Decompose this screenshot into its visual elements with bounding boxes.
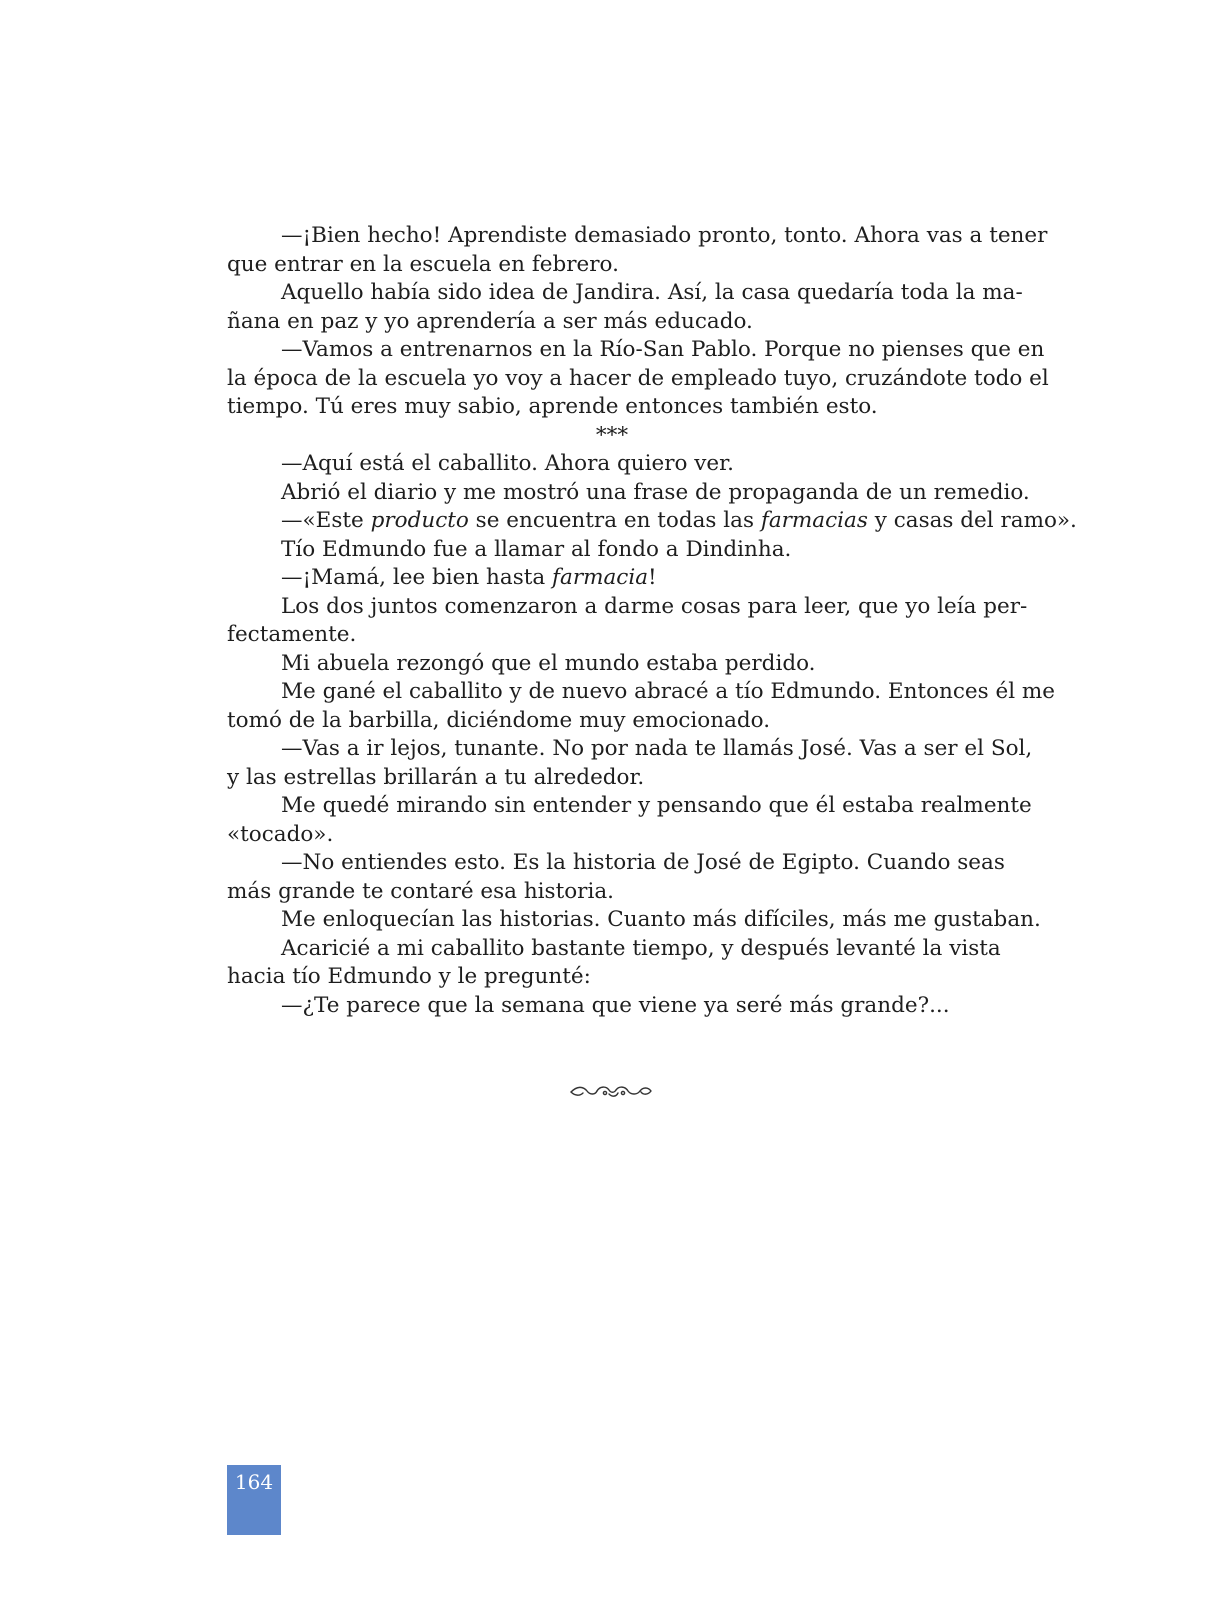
text-segment: —¿Te parece que la semana que viene ya seré más grande?... — [281, 992, 950, 1018]
text-segment: Mi abuela rezongó que el mundo estaba perdido. — [281, 650, 816, 676]
text-segment: Me gané el caballito y de nuevo abracé a tío Edmundo. Entonces él me — [281, 679, 1056, 704]
text-segment: que entrar en la escuela en febrero. — [227, 251, 619, 277]
text-segment: Tío Edmundo fue a llamar al fondo a Dindinha. — [281, 536, 792, 562]
text-block — [227, 222, 1077, 1020]
text-segment: fectamente. — [227, 622, 357, 647]
text-line — [227, 450, 997, 479]
text-line — [227, 536, 997, 565]
text-segment: —Vas a ir lejos, tunante. No por nada te llamás José. Vas a ser el Sol, — [281, 736, 1033, 761]
text-line — [227, 935, 1001, 964]
page-number: 164 — [234, 1470, 274, 1494]
text-line — [227, 707, 997, 736]
text-segment: la época de la escuela yo voy a hacer de empleado tuyo, cruzándote todo el — [227, 365, 1049, 391]
text-line — [227, 821, 997, 850]
text-line — [227, 593, 1028, 622]
text-segment: se encuentra en todas las — [468, 508, 761, 533]
text-line — [227, 308, 997, 337]
text-line — [227, 479, 1030, 508]
text-segment: ñana en paz y yo aprendería a ser más educado. — [227, 308, 753, 334]
text-line — [227, 621, 997, 650]
text-segment: y las estrellas brillarán a tu alrededor. — [227, 764, 645, 790]
text-line — [227, 878, 997, 907]
text-line — [227, 992, 997, 1021]
text-line — [227, 735, 1033, 764]
text-segment: —Vamos a entrenarnos en la Río-San Pablo. Porque no pienses que en — [281, 337, 1045, 362]
text-line — [227, 222, 1048, 251]
text-segment: —No entiendes esto. Es la historia de José de Egipto. Cuando seas — [281, 850, 1005, 875]
text-segment: y casas del ramo». — [867, 508, 1077, 533]
text-line — [227, 279, 1023, 308]
text-segment: —«Este — [281, 508, 371, 533]
text-segment: Los dos juntos comenzaron a darme cosas para leer, que yo leía per- — [281, 593, 1028, 619]
italic-text: farmacia — [552, 565, 649, 590]
section-separator — [227, 422, 997, 451]
text-line — [227, 849, 1005, 878]
italic-text: farmacias — [760, 508, 868, 533]
text-line — [227, 507, 1077, 536]
text-segment: —Aquí está el caballito. Ahora quiero ver. — [281, 451, 734, 476]
text-line — [227, 564, 997, 593]
text-line — [227, 678, 1056, 707]
text-line — [227, 393, 997, 422]
text-segment: tomó de la barbilla, diciéndome muy emocionado. — [227, 707, 771, 733]
text-line — [227, 365, 1049, 394]
text-segment: Abrió el diario y me mostró una frase de propaganda de un remedio. — [281, 479, 1030, 505]
italic-text: producto — [370, 508, 469, 533]
page-number-box — [227, 1465, 281, 1535]
text-line — [227, 251, 997, 280]
text-segment: «tocado». — [227, 821, 334, 847]
text-segment: tiempo. Tú eres muy sabio, aprende entonces también esto. — [227, 394, 878, 419]
text-segment: —¡Bien hecho! Aprendiste demasiado pronto, tonto. Ahora vas a tener — [281, 223, 1048, 248]
text-line — [227, 764, 997, 793]
text-segment: Aquello había sido idea de Jandira. Así, la casa quedaría toda la ma- — [281, 280, 1023, 305]
text-line — [227, 906, 1041, 935]
text-segment: más grande te contaré esa historia. — [227, 878, 614, 904]
text-line — [227, 792, 1032, 821]
flourish-divider-icon — [569, 1080, 653, 1102]
text-segment: ! — [648, 565, 657, 590]
text-segment: Me enloquecían las historias. Cuanto más difíciles, más me gustaban. — [281, 907, 1041, 932]
text-line — [227, 650, 997, 679]
text-segment: Me quedé mirando sin entender y pensando que él estaba realmente — [281, 793, 1032, 818]
text-segment: Acaricié a mi caballito bastante tiempo, y después levanté la vista — [281, 935, 1001, 961]
text-segment: *** — [595, 422, 629, 448]
text-segment: hacia tío Edmundo y le pregunté: — [227, 964, 591, 989]
text-line — [227, 963, 997, 992]
text-segment: —¡Mamá, lee bien hasta — [281, 565, 553, 590]
text-line — [227, 336, 1045, 365]
